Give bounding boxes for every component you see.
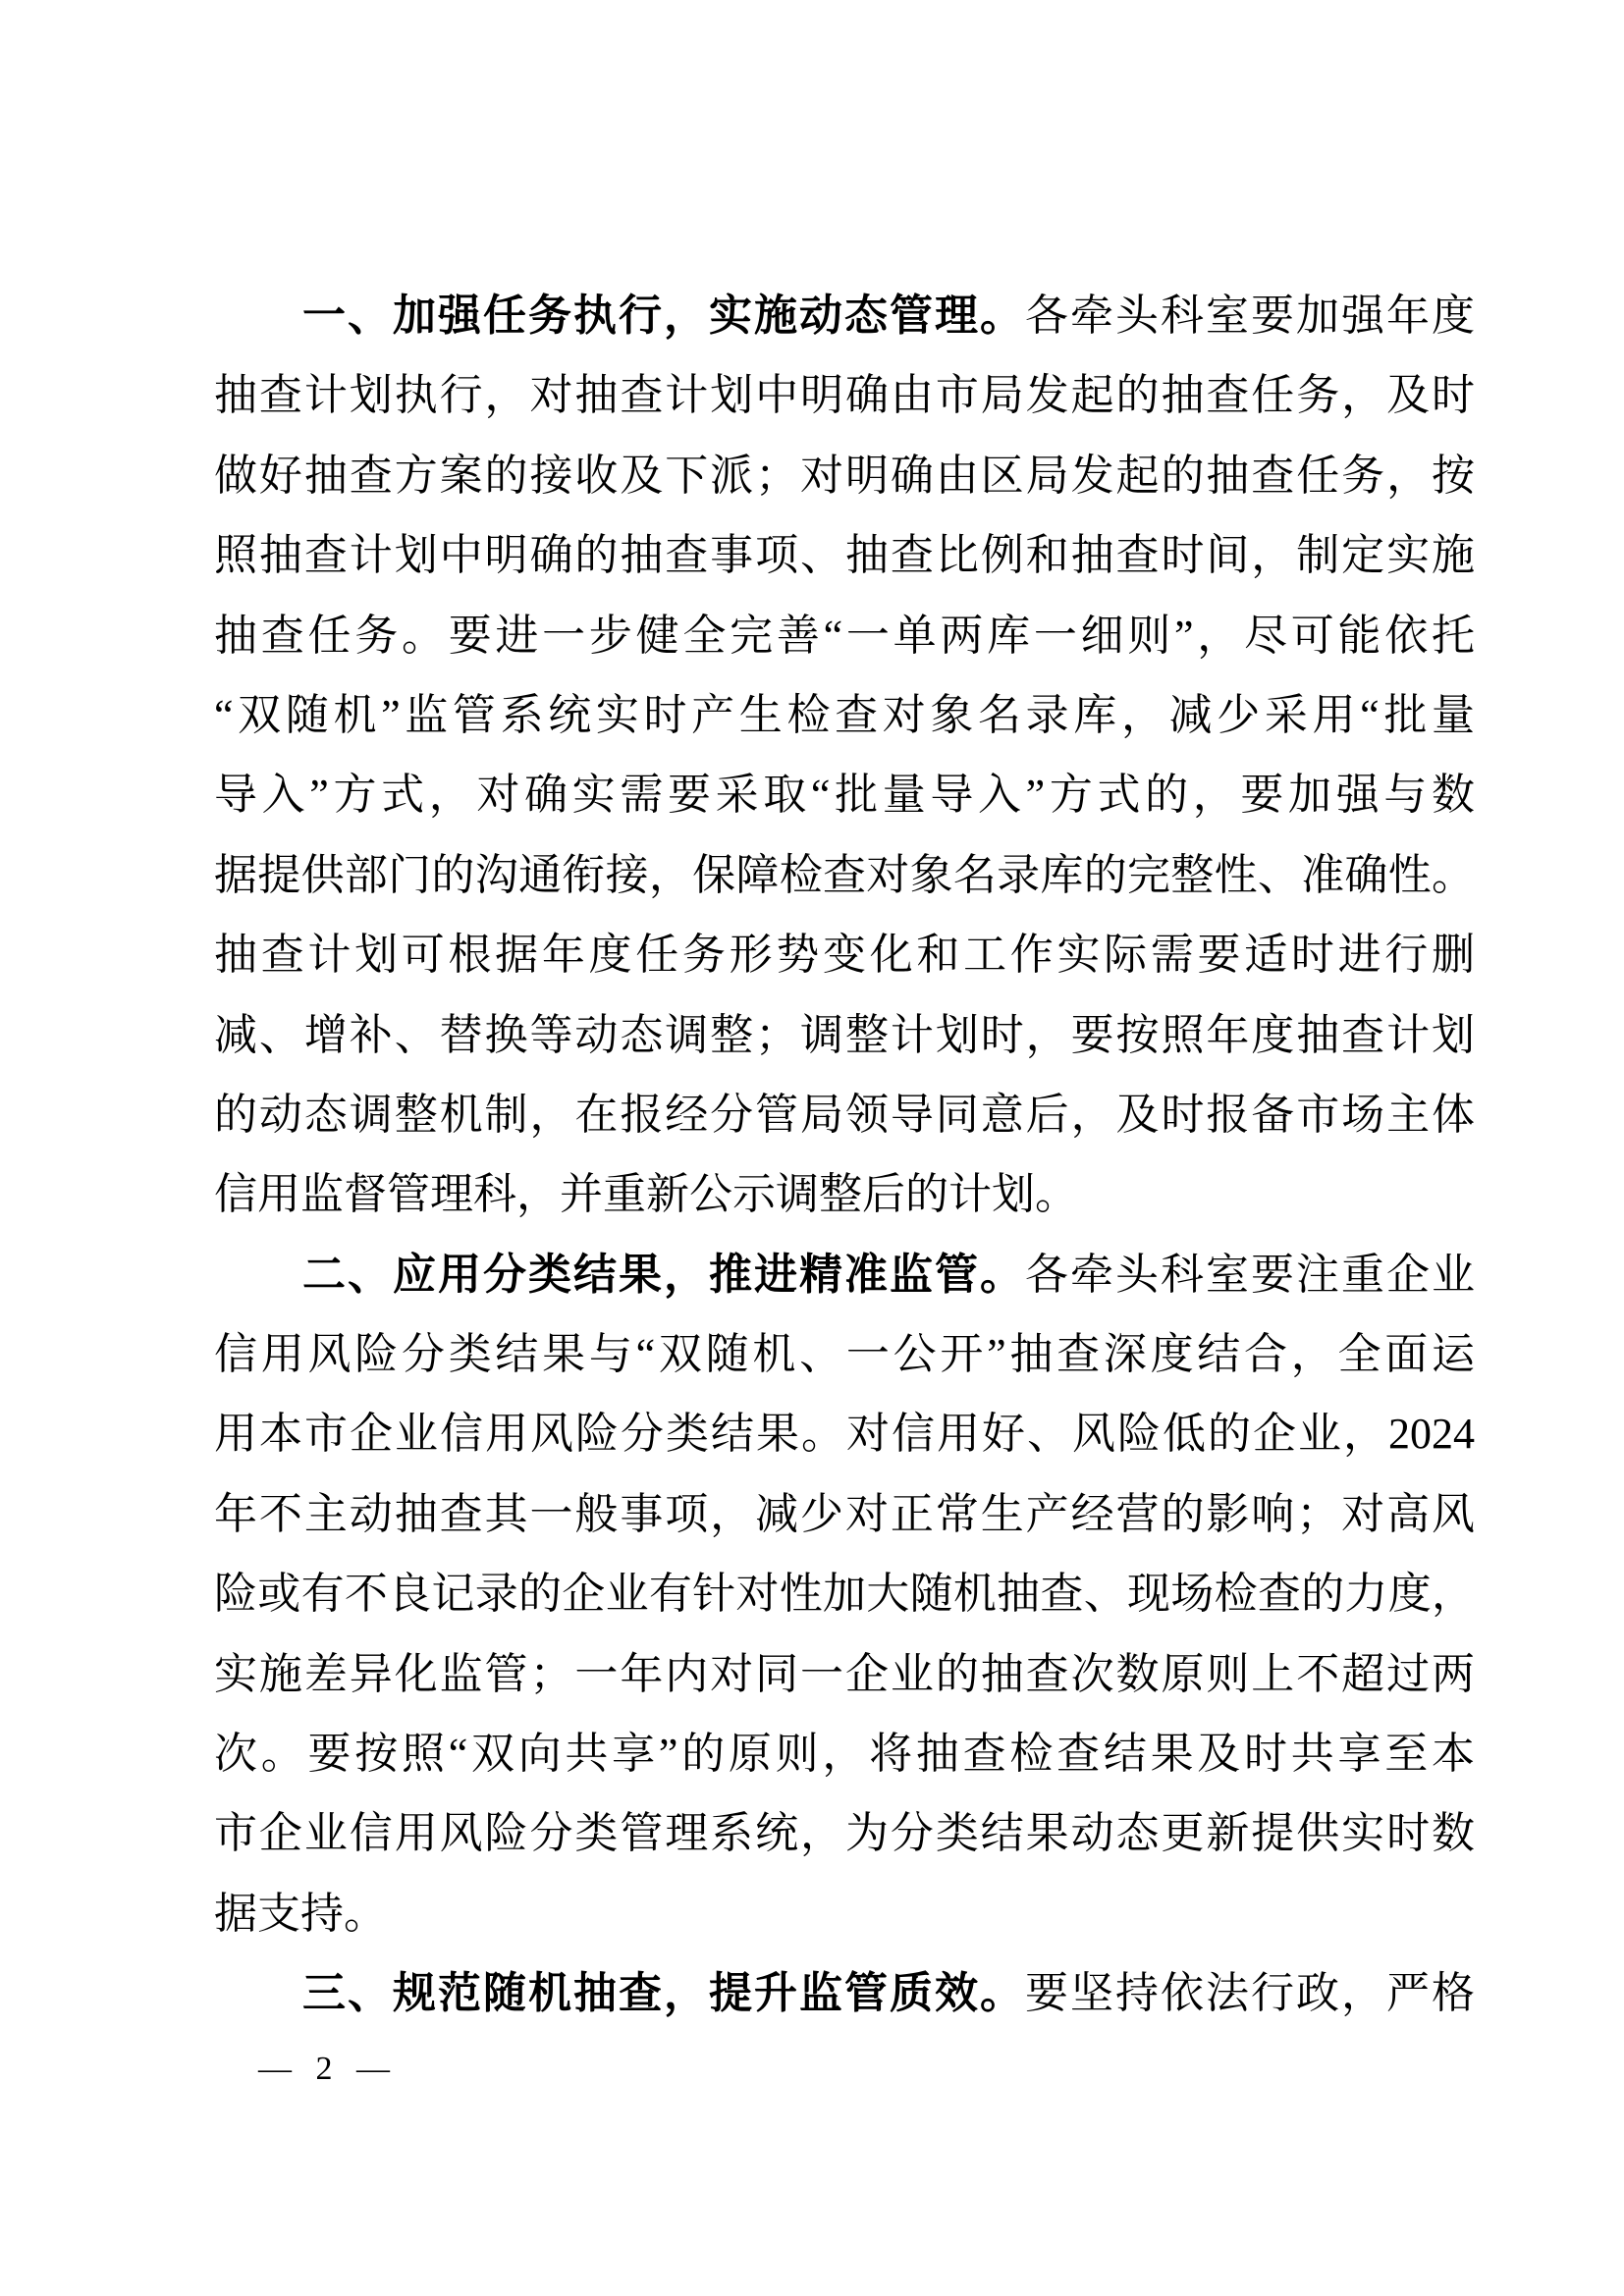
line-text: 险或有不良记录的企业有针对性加大随机抽查、现场检查的力度， <box>214 1570 1475 1619</box>
line-text: 用本市企业信用风险分类结果。对信用好、风险低的企业，2024 <box>214 1410 1475 1459</box>
text-line <box>214 1793 1475 1873</box>
text-line <box>214 1474 1475 1554</box>
text-line <box>214 755 1475 834</box>
line-text: 抽查计划可根据年度任务形势变化和工作实际需要适时进行删 <box>214 931 1475 980</box>
line-text: 实施差异化监管；一年内对同一企业的抽查次数原则上不超过两 <box>214 1649 1475 1698</box>
text-line <box>214 1634 1475 1714</box>
text-line <box>214 995 1475 1075</box>
text-line <box>214 675 1475 755</box>
text-line <box>214 915 1475 994</box>
text-line <box>214 835 1475 915</box>
line-text: 要坚持依法行政，严格 <box>1025 1969 1475 2018</box>
paragraph-first-line <box>214 276 1475 355</box>
line-text: 导入”方式，对确实需要采取“批量导入”方式的，要加强与数 <box>214 771 1475 820</box>
text-line <box>214 596 1475 675</box>
text-line <box>214 436 1475 515</box>
line-text: 信用风险分类结果与“双随机、一公开”抽查深度结合，全面运 <box>214 1330 1475 1379</box>
line-text: 市企业信用风险分类管理系统，为分类结果动态更新提供实时数 <box>214 1809 1475 1858</box>
line-text: 照抽查计划中明确的抽查事项、抽查比例和抽查时间，制定实施 <box>214 531 1475 580</box>
line-text: 减、增补、替换等动态调整；调整计划时，要按照年度抽查计划 <box>214 1010 1475 1059</box>
line-text: 信用监督管理科，并重新公示调整后的计划。 <box>214 1170 1078 1219</box>
text-line <box>214 1075 1475 1154</box>
line-text: 各牵头科室要加强年度 <box>1025 292 1475 340</box>
section-heading: 一、加强任务执行，实施动态管理。 <box>302 292 1025 340</box>
line-text: “双随机”监管系统实时产生检查对象名录库，减少采用“批量 <box>214 690 1475 739</box>
line-text: 抽查计划执行，对抽查计划中明确由市局发起的抽查任务，及时 <box>214 371 1475 420</box>
line-text: 年不主动抽查其一般事项，减少对正常生产经营的影响；对高风 <box>214 1489 1475 1538</box>
line-text: 抽查任务。要进一步健全完善“一单两库一细则”，尽可能依托 <box>214 611 1475 660</box>
page-number: — 2 — <box>258 2051 390 2087</box>
text-line <box>214 1154 1475 1234</box>
line-text: 各牵头科室要注重企业 <box>1025 1250 1475 1299</box>
line-text: 的动态调整机制，在报经分管局领导同意后，及时报备市场主体 <box>214 1090 1475 1139</box>
text-line <box>214 1714 1475 1793</box>
paragraph-first-line <box>214 1235 1475 1314</box>
section-heading: 三、规范随机抽查，提升监管质效。 <box>302 1969 1025 2018</box>
document-body <box>214 276 1475 2034</box>
paragraph-first-line <box>214 1953 1475 2033</box>
text-line <box>214 1314 1475 1394</box>
line-text: 做好抽查方案的接收及下派；对明确由区局发起的抽查任务，按 <box>214 451 1475 500</box>
text-line <box>214 1874 1475 1953</box>
text-line <box>214 1394 1475 1473</box>
line-text: 据支持。 <box>214 1889 387 1938</box>
line-text: 次。要按照“双向共享”的原则，将抽查检查结果及时共享至本 <box>214 1730 1475 1779</box>
line-text: 据提供部门的沟通衔接，保障检查对象名录库的完整性、准确性。 <box>214 850 1475 899</box>
section-heading: 二、应用分类结果，推进精准监管。 <box>302 1250 1025 1299</box>
text-line <box>214 515 1475 595</box>
text-line <box>214 1554 1475 1633</box>
text-line <box>214 355 1475 435</box>
